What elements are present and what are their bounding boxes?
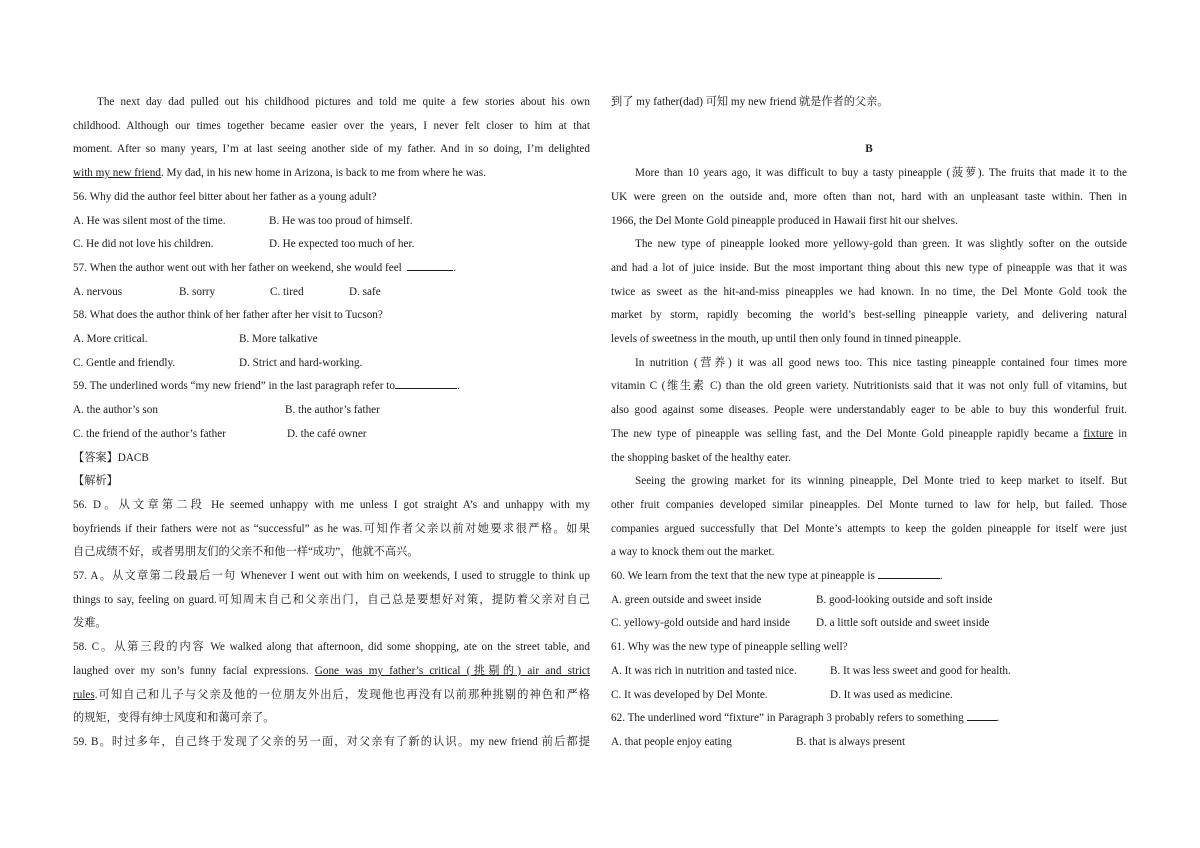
question-61-options-row — [611, 684, 1127, 708]
option-b: B. He was too proud of himself. — [269, 214, 413, 227]
option-d: D. It was used as medicine. — [830, 688, 953, 701]
explanation-59-line: 59. B。时过多年，自己终于发现了父亲的另一面，对父亲有了新的认识。my new friend 前后都提 — [73, 735, 590, 748]
analysis-heading: 【解析】 — [73, 475, 118, 488]
option-c: C. Gentle and friendly. — [73, 356, 176, 369]
question-58-stem: 58. What does the author think of her father after her visit to Tucson? — [73, 309, 383, 322]
question-59-options-row — [73, 399, 590, 423]
option-a: A. He was silent most of the time. — [73, 214, 226, 227]
answer-blank — [967, 708, 997, 721]
passage-line: market by storm, rapidly becoming the world’s best-selling pineapple variety, and delivering natural — [611, 309, 1127, 322]
explanation-58-line: 的规矩，变得有绅士风度和和蔼可亲了。 — [73, 712, 275, 725]
question-60-options-row — [611, 589, 1127, 613]
option-b: B. It was less sweet and good for health. — [830, 664, 1011, 677]
passage-line: UK were green on the outside and, more often than not, hard with an unpleasant taste within. Then in — [611, 190, 1127, 203]
option-a: A. the author’s son — [73, 404, 158, 417]
option-c: C. yellowy-gold outside and hard inside — [611, 617, 790, 630]
explanation-57-line: things to say, feeling on guard.可知周末自己和父亲出门，自己总是要想好对策，提防着父亲对自己 — [73, 593, 590, 606]
option-d: D. He expected too much of her. — [269, 238, 415, 251]
option-b: B. More talkative — [239, 333, 318, 346]
underlined-phrase: with my new friend — [73, 167, 161, 180]
passage-line: twice as sweet as the hit-and-miss pineapples we had known. In no time, the Del Monte Gold took the — [611, 285, 1127, 298]
explanation-56-line: 56. D。从文章第二段 He seemed unhappy with me unless I got straight A’s and unhappy with my — [73, 498, 590, 511]
passage-line: companies argued successfully that Del Monte’s attempts to keep the golden pineapple for itself were just — [611, 522, 1127, 535]
passage-line: Seeing the growing market for its winning pineapple, Del Monte tried to keep market to itself. But — [635, 475, 1127, 488]
passage-line: 1966, the Del Monte Gold pineapple produced in Hawaii first hit our shelves. — [611, 214, 958, 227]
explanation-56-line: 自己成绩不好，或者男朋友们的父亲不和他一样“成功”，他就不高兴。 — [73, 546, 419, 559]
passage-line: In nutrition (营养) it was all good news too. This nice tasting pineapple contained four times more — [635, 356, 1127, 369]
option-b: B. good-looking outside and soft inside — [816, 593, 993, 606]
passage-line: and had a lot of juice inside. But the most important thing about this new type of pineapple was that it was — [611, 261, 1127, 274]
option-d: D. safe — [349, 285, 381, 298]
explanation-57-line: 57. A。从文章第二段最后一句 Whenever I went out with him on weekends, I used to struggle to think up — [73, 570, 590, 583]
question-59-stem: 59. The underlined words “my new friend” in the last paragraph refer to . — [73, 375, 590, 399]
question-58-options-row — [73, 352, 590, 376]
left-column — [73, 91, 590, 755]
option-c: C. tired — [270, 285, 304, 298]
passage-line: a way to knock them out the market. — [611, 546, 775, 559]
question-56-options-row — [73, 233, 590, 257]
option-b: B. sorry — [179, 285, 216, 298]
option-d: D. a little soft outside and sweet inside — [816, 617, 990, 630]
question-62-options-row — [611, 731, 1127, 755]
passage-line: also good against some diseases. People were understandably eager to be able to buy this wonderful fruit. — [611, 404, 1127, 417]
answer-blank — [878, 566, 940, 579]
passage-line: vitamin C (维生素 C) than the old green variety. Nutritionists said that it was not only full of vitamins, but — [611, 380, 1127, 393]
question-60-options-row — [611, 612, 1127, 636]
right-column — [611, 91, 1127, 755]
passage-line: with my new friend. My dad, in his new home in Arizona, is back to me from where he was. — [73, 167, 486, 180]
underlined-quote: rules — [73, 688, 95, 701]
explanation-58-line: rules.可知自己和儿子与父亲及他的一位朋友外出后，发现他也再没有以前那种挑剔的神色和严格 — [73, 688, 590, 701]
answer-blank — [395, 376, 457, 389]
question-56-options-row — [73, 210, 590, 234]
question-62-stem: 62. The underlined word “fixture” in Paragraph 3 probably refers to something . — [611, 707, 1127, 731]
passage-line: The new type of pineapple was selling fast, and the Del Monte Gold pineapple rapidly became a fixture in — [611, 427, 1128, 440]
passage-line: The new type of pineapple looked more yellowy-gold than green. It was slightly softer on the outside — [635, 238, 1127, 251]
option-b: B. that is always present — [796, 735, 906, 748]
question-60-stem: 60. We learn from the text that the new type at pineapple is . — [611, 565, 1127, 589]
section-heading: B — [865, 143, 873, 156]
option-c: C. the friend of the author’s father — [73, 427, 226, 440]
explanation-58-line: 58. C。从第三段的内容 We walked along that afternoon, did some shopping, ate on the street table, and — [73, 641, 590, 654]
answer-blank — [407, 258, 453, 271]
option-c: C. It was developed by Del Monte. — [611, 688, 768, 701]
spacer — [611, 115, 1127, 139]
underlined-word: fixture — [1083, 427, 1114, 440]
question-56-stem: 56. Why did the author feel bitter about her father as a young adult? — [73, 190, 377, 203]
answer-key: 【答案】DACB — [73, 451, 149, 464]
option-a: A. green outside and sweet inside — [611, 593, 762, 606]
question-58-options-row — [73, 328, 590, 352]
option-a: A. More critical. — [73, 333, 148, 346]
option-b: B. the author’s father — [285, 404, 380, 417]
question-57-stem: 57. When the author went out with her father on weekend, she would feel . — [73, 257, 590, 281]
question-61-stem: 61. Why was the new type of pineapple selling well? — [611, 641, 848, 654]
option-d: D. the café owner — [287, 427, 367, 440]
explanation-59-line: 到了 my father(dad) 可知 my new friend 就是作者的父亲。 — [611, 96, 889, 108]
passage-line: moment. After so many years, I’m at last seeing another side of my father. And in so doing, I’m delighted — [73, 143, 590, 156]
passage-line: other fruit companies developed similar pineapples. Del Monte turned to law for help, but failed. Those — [611, 498, 1127, 511]
question-61-options-row — [611, 660, 1127, 684]
explanation-57-line: 发难。 — [73, 617, 107, 630]
option-a: A. nervous — [73, 285, 123, 298]
option-a: A. It was rich in nutrition and tasted nice. — [611, 664, 797, 677]
underlined-quote: Gone was my father’s critical (挑剔的) air and strict — [314, 664, 591, 677]
option-a: A. that people enjoy eating — [611, 735, 732, 748]
passage-line: the shopping basket of the healthy eater. — [611, 451, 791, 464]
passage-line: The next day dad pulled out his childhood pictures and told me quite a few stories about his own — [97, 96, 590, 108]
question-59-options-row — [73, 423, 590, 447]
option-d: D. Strict and hard-working. — [239, 356, 363, 369]
explanation-58-line: laughed over my son’s funny facial expressions. Gone was my father’s critical (挑剔的) air and strict — [73, 664, 591, 677]
explanation-56-line: boyfriends if their fathers were not as “successful” as he was.可知作者父亲以前对她要求很严格。如果 — [73, 522, 590, 535]
question-57-options-row — [73, 281, 590, 305]
option-c: C. He did not love his children. — [73, 238, 214, 251]
passage-line: childhood. Although our times together became easier over the years, I never felt closer to him at that — [73, 119, 590, 132]
passage-line: levels of sweetness in the mouth, up until then only found in tinned pineapple. — [611, 333, 962, 346]
passage-line: More than 10 years ago, it was difficult to buy a tasty pineapple (菠萝). The fruits that made it to the — [635, 167, 1127, 180]
